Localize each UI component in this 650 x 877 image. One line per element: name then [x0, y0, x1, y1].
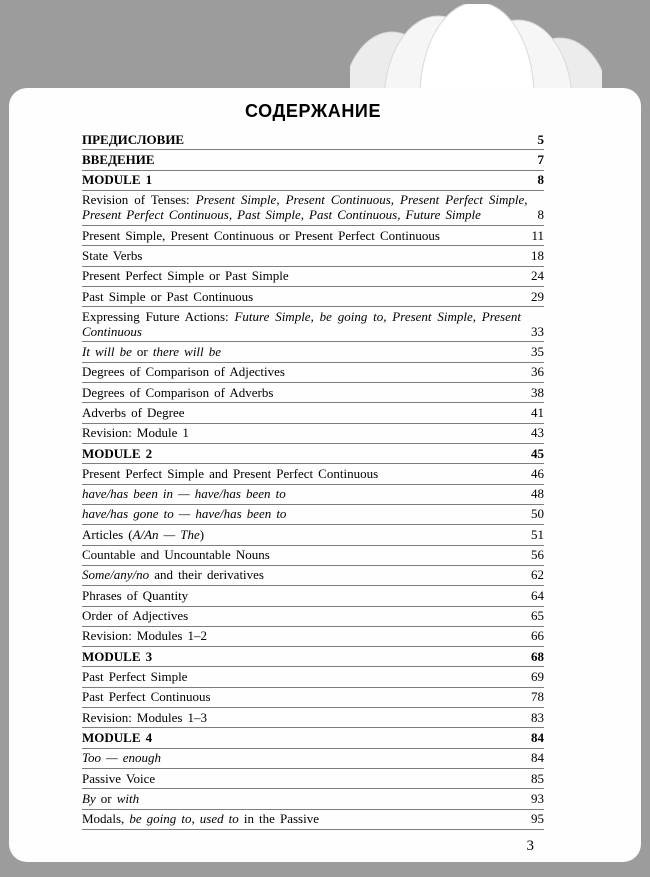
toc-entry — [82, 424, 544, 444]
toc-entry — [82, 688, 544, 708]
toc-entry — [82, 728, 544, 748]
toc-entry-page: 29 — [531, 288, 544, 304]
toc-entry-label: Revision: Modules 1–3 — [82, 709, 207, 725]
toc-entry — [82, 383, 544, 403]
toc-entry-page: 46 — [531, 465, 544, 481]
toc-entry-page: 33 — [531, 323, 544, 339]
toc-entry — [82, 171, 544, 191]
toc-entry-label: Passive Voice — [82, 770, 156, 786]
toc-entry-label: Revision: Module 1 — [82, 425, 189, 441]
toc-entry-label: ВВЕДЕНИЕ — [82, 151, 155, 167]
toc-entry-label: Degrees of Comparison of Adverbs — [82, 384, 274, 400]
toc-entry-page: 45 — [531, 445, 544, 461]
toc-entry — [82, 267, 544, 287]
toc-entry-label: MODULE 3 — [82, 648, 153, 664]
toc-entry-page: 8 — [537, 172, 544, 188]
header-band — [0, 0, 650, 88]
toc-entry-page: 43 — [531, 425, 544, 441]
toc-entry — [82, 525, 544, 545]
toc-entry-page: 51 — [531, 526, 544, 542]
toc-entry — [82, 464, 544, 484]
toc-entry — [82, 226, 544, 246]
toc-entry-label: Adverbs of Degree — [82, 404, 185, 420]
toc-entry-label: MODULE 1 — [82, 172, 153, 188]
toc-entry-label: Present Simple, Present Continuous or Present Perfect Continuous — [82, 227, 440, 243]
toc-entry-page: 93 — [531, 790, 544, 806]
toc-entry-label: Past Perfect Simple — [82, 668, 188, 684]
toc-entry-label: Revision: Modules 1–2 — [82, 628, 207, 644]
petal-decoration-icon — [350, 4, 602, 88]
toc-entry-label: Past Perfect Continuous — [82, 689, 211, 705]
toc-entry-label: have/has been in — have/has been to — [82, 486, 286, 502]
toc-entry-label: It will be or there will be — [82, 343, 221, 359]
toc-entry-label: Some/any/no and their derivatives — [82, 567, 264, 583]
toc-entry-page: 38 — [531, 384, 544, 400]
toc-entry-label: Modals, be going to, used to in the Passive — [82, 811, 320, 827]
toc-entry — [82, 363, 544, 383]
toc-entry-page: 78 — [531, 689, 544, 705]
toc-entry — [82, 130, 544, 150]
toc-entry-page: 68 — [531, 648, 544, 664]
toc-entry — [82, 607, 544, 627]
toc-entry-page: 83 — [531, 709, 544, 725]
toc-entry-page: 48 — [531, 486, 544, 502]
toc-entry — [82, 307, 544, 342]
toc-entry-label: By or with — [82, 790, 140, 806]
toc-entry-label: Degrees of Comparison of Adjectives — [82, 364, 285, 380]
toc-entry — [82, 810, 544, 830]
toc-entry — [82, 647, 544, 667]
toc-entry-page: 64 — [531, 587, 544, 603]
toc-entry-label: ПРЕДИСЛОВИЕ — [82, 131, 185, 147]
toc-entry — [82, 403, 544, 423]
toc-entry-page: 85 — [531, 770, 544, 786]
toc-entry — [82, 708, 544, 728]
toc-entry — [82, 150, 544, 170]
toc-entry-page: 24 — [531, 268, 544, 284]
toc-entry — [82, 769, 544, 789]
toc-entry — [82, 627, 544, 647]
toc-entry — [82, 789, 544, 809]
toc-entry-page: 56 — [531, 547, 544, 563]
toc-entry-label: Order of Adjectives — [82, 608, 189, 623]
toc-entry-page: 8 — [537, 207, 544, 223]
page-number: 3 — [526, 838, 534, 854]
toc-entry-page: 69 — [531, 668, 544, 684]
toc-entry-label: Articles (A/An — The) — [82, 526, 205, 542]
toc-entry — [82, 444, 544, 464]
toc-entry-page: 7 — [537, 151, 544, 167]
toc-entry-label: Past Simple or Past Continuous — [82, 288, 254, 304]
toc-entry-page: 84 — [531, 729, 544, 745]
toc-entry-label: Countable and Uncountable Nouns — [82, 547, 270, 563]
toc-entry-page: 11 — [531, 227, 544, 243]
toc-entry-label: MODULE 2 — [82, 445, 153, 461]
table-of-contents — [82, 130, 544, 830]
toc-entry — [82, 287, 544, 307]
toc-entry-label: have/has gone to — have/has been to — [82, 506, 287, 522]
toc-entry-label: Expressing Future Actions: Future Simple, be going to, Present Simple, Present Continuous — [82, 308, 522, 339]
toc-entry — [82, 566, 544, 586]
toc-entry-label: Present Perfect Simple and Present Perfect Continuous — [82, 465, 379, 481]
toc-entry-label: Present Perfect Simple or Past Simple — [82, 268, 289, 284]
toc-entry-page: 84 — [531, 750, 544, 766]
toc-entry-label: Phrases of Quantity — [82, 587, 189, 603]
toc-entry — [82, 749, 544, 769]
toc-entry — [82, 586, 544, 606]
toc-entry — [82, 546, 544, 566]
toc-entry-label: State Verbs — [82, 247, 143, 263]
toc-entry — [82, 246, 544, 266]
toc-entry-page: 65 — [531, 608, 544, 623]
toc-entry-page: 36 — [531, 364, 544, 380]
toc-entry-page: 41 — [531, 404, 544, 420]
toc-entry — [82, 667, 544, 687]
toc-entry-page: 50 — [531, 506, 544, 522]
toc-entry-page: 95 — [531, 811, 544, 827]
toc-entry — [82, 505, 544, 525]
toc-entry-page: 18 — [531, 247, 544, 263]
toc-entry — [82, 191, 544, 226]
toc-entry-page: 66 — [531, 628, 544, 644]
toc-entry-page: 62 — [531, 567, 544, 583]
toc-entry-label: Too — enough — [82, 750, 162, 766]
toc-entry — [82, 485, 544, 505]
toc-entry-page: 5 — [537, 131, 544, 147]
toc-entry-page: 35 — [531, 343, 544, 359]
toc-entry — [82, 342, 544, 362]
toc-entry-label: Revision of Tenses: Present Simple, Present Continuous, Present Perfect Simple, Present Perfect Continuous, Past Simple, Past Continuous, Future Simple — [82, 192, 528, 223]
page-title: СОДЕРЖАНИЕ — [244, 101, 382, 121]
content-sheet — [9, 88, 641, 862]
toc-entry-label: MODULE 4 — [82, 729, 153, 745]
